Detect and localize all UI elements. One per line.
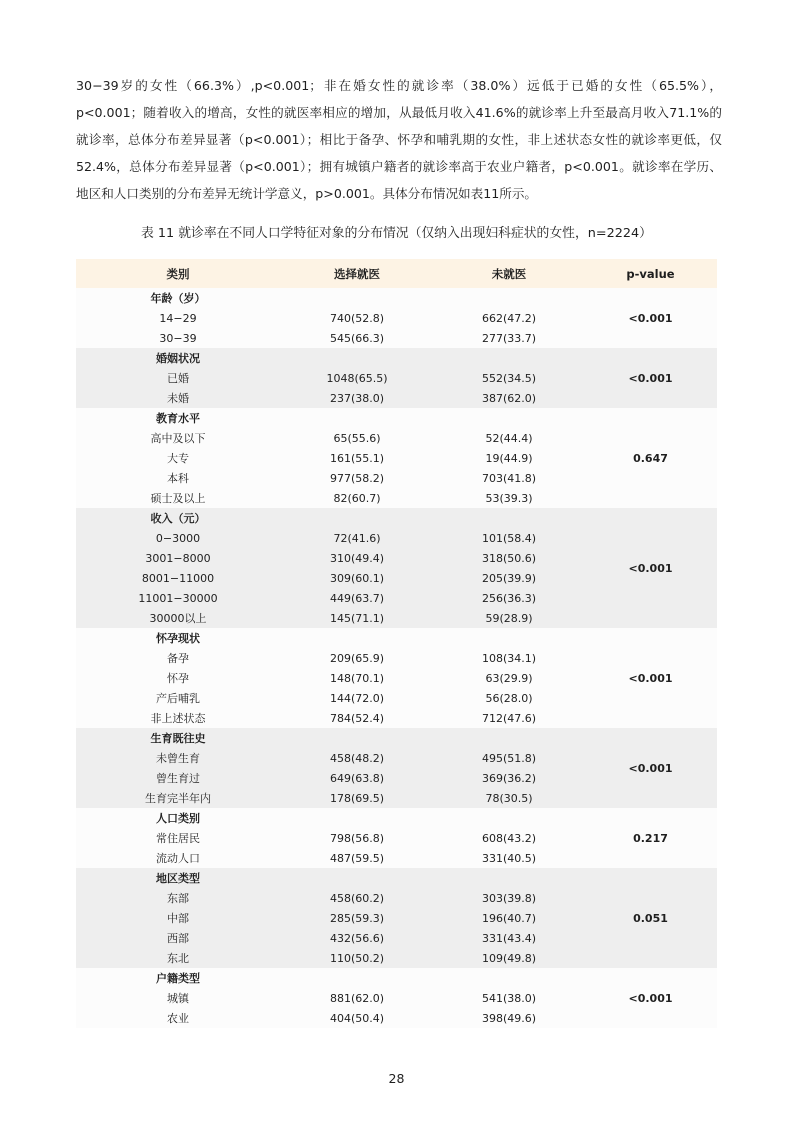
group-title: 婚姻状况 <box>76 348 280 368</box>
empty-cell <box>280 808 434 828</box>
header-no-care: 未就医 <box>434 259 584 288</box>
row-label: 非上述状态 <box>76 708 280 728</box>
group-title: 地区类型 <box>76 868 280 888</box>
row-label: 西部 <box>76 928 280 948</box>
sought-care-value: 161(55.1) <box>280 448 434 468</box>
no-care-value: 662(47.2) <box>434 308 584 328</box>
group-title: 教育水平 <box>76 408 280 428</box>
group-header-row <box>76 508 717 528</box>
no-care-value: 63(29.9) <box>434 668 584 688</box>
sought-care-value: 545(66.3) <box>280 328 434 348</box>
header-p-value: p-value <box>584 259 717 288</box>
empty-cell <box>280 868 434 888</box>
sought-care-value: 449(63.7) <box>280 588 434 608</box>
sought-care-value: 82(60.7) <box>280 488 434 508</box>
sought-care-value: 798(56.8) <box>280 828 434 848</box>
group-header-row <box>76 728 717 748</box>
no-care-value: 703(41.8) <box>434 468 584 488</box>
empty-cell <box>434 968 584 988</box>
empty-cell <box>280 408 434 428</box>
no-care-value: 19(44.9) <box>434 448 584 468</box>
row-label: 怀孕 <box>76 668 280 688</box>
row-label: 生育完半年内 <box>76 788 280 808</box>
sought-care-value: 148(70.1) <box>280 668 434 688</box>
sought-care-value: 881(62.0) <box>280 988 434 1008</box>
no-care-value: 495(51.8) <box>434 748 584 768</box>
no-care-value: 398(49.6) <box>434 1008 584 1028</box>
sought-care-value: 784(52.4) <box>280 708 434 728</box>
row-label: 东部 <box>76 888 280 908</box>
sought-care-value: 977(58.2) <box>280 468 434 488</box>
row-label: 高中及以下 <box>76 428 280 448</box>
group-header-row <box>76 348 717 368</box>
empty-cell <box>434 408 584 428</box>
table-caption: 表 11 就诊率在不同人口学特征对象的分布情况（仅纳入出现妇科症状的女性，n=2224） <box>141 226 652 241</box>
no-care-value: 56(28.0) <box>434 688 584 708</box>
distribution-table <box>76 259 717 1028</box>
empty-cell <box>434 868 584 888</box>
body-paragraph: 30−39岁的女性（66.3%）,p<0.001；非在婚女性的就诊率（38.0%）远低于已婚的女性（65.5%），p<0.001；随着收入的增高，女性的就医率相应的增加，从最低月收入41.6%的就诊率上升至最高月收入71.1%的就诊率，总体分布差异显著（p<0.001）；相比于备孕、怀孕和哺乳期的女性，非上述状态女性的就诊率更低，仅52.4%，总体分布差异显著（p<0.001）；拥有城镇户籍者的就诊率高于农业户籍者，p<0.001。就诊率在学历、地区和人口类别的分布差异无统计学意义，p>0.001。具体分布情况如表11所示。 <box>76 78 722 201</box>
no-care-value: 712(47.6) <box>434 708 584 728</box>
no-care-value: 541(38.0) <box>434 988 584 1008</box>
group-header-row <box>76 808 717 828</box>
p-value-cell: <0.001 <box>584 728 717 808</box>
group-title: 生育既往史 <box>76 728 280 748</box>
empty-cell <box>434 288 584 308</box>
row-label: 农业 <box>76 1008 280 1028</box>
p-value-cell: 0.647 <box>584 408 717 508</box>
row-label: 大专 <box>76 448 280 468</box>
header-category: 类别 <box>76 259 280 288</box>
group-header-row <box>76 868 717 888</box>
no-care-value: 78(30.5) <box>434 788 584 808</box>
group-title: 怀孕现状 <box>76 628 280 648</box>
row-label: 城镇 <box>76 988 280 1008</box>
group-header-row <box>76 288 717 308</box>
group-title: 年龄（岁） <box>76 288 280 308</box>
sought-care-value: 237(38.0) <box>280 388 434 408</box>
sought-care-value: 110(50.2) <box>280 948 434 968</box>
table-header-row <box>76 259 717 288</box>
row-label: 30−39 <box>76 328 280 348</box>
row-label: 11001−30000 <box>76 588 280 608</box>
row-label: 中部 <box>76 908 280 928</box>
sought-care-value: 432(56.6) <box>280 928 434 948</box>
no-care-value: 387(62.0) <box>434 388 584 408</box>
row-label: 30000以上 <box>76 608 280 628</box>
sought-care-value: 309(60.1) <box>280 568 434 588</box>
sought-care-value: 649(63.8) <box>280 768 434 788</box>
header-sought-care: 选择就医 <box>280 259 434 288</box>
p-value-cell: <0.001 <box>584 348 717 408</box>
no-care-value: 109(49.8) <box>434 948 584 968</box>
group-title: 户籍类型 <box>76 968 280 988</box>
no-care-value: 52(44.4) <box>434 428 584 448</box>
page-number: 28 <box>388 1071 405 1086</box>
empty-cell <box>280 728 434 748</box>
no-care-value: 331(40.5) <box>434 848 584 868</box>
row-label: 流动人口 <box>76 848 280 868</box>
empty-cell <box>434 808 584 828</box>
no-care-value: 277(33.7) <box>434 328 584 348</box>
no-care-value: 101(58.4) <box>434 528 584 548</box>
row-label: 已婚 <box>76 368 280 388</box>
row-label: 本科 <box>76 468 280 488</box>
row-label: 14−29 <box>76 308 280 328</box>
empty-cell <box>280 968 434 988</box>
no-care-value: 369(36.2) <box>434 768 584 788</box>
group-header-row <box>76 968 717 988</box>
row-label: 常住居民 <box>76 828 280 848</box>
no-care-value: 205(39.9) <box>434 568 584 588</box>
no-care-value: 196(40.7) <box>434 908 584 928</box>
sought-care-value: 285(59.3) <box>280 908 434 928</box>
empty-cell <box>434 348 584 368</box>
group-title: 收入（元） <box>76 508 280 528</box>
empty-cell <box>280 348 434 368</box>
sought-care-value: 404(50.4) <box>280 1008 434 1028</box>
p-value-cell: 0.051 <box>584 868 717 968</box>
empty-cell <box>280 508 434 528</box>
row-label: 曾生育过 <box>76 768 280 788</box>
sought-care-value: 458(48.2) <box>280 748 434 768</box>
sought-care-value: 178(69.5) <box>280 788 434 808</box>
sought-care-value: 487(59.5) <box>280 848 434 868</box>
sought-care-value: 209(65.9) <box>280 648 434 668</box>
row-label: 0−3000 <box>76 528 280 548</box>
sought-care-value: 65(55.6) <box>280 428 434 448</box>
sought-care-value: 144(72.0) <box>280 688 434 708</box>
empty-cell <box>434 628 584 648</box>
empty-cell <box>280 288 434 308</box>
group-header-row <box>76 628 717 648</box>
empty-cell <box>280 628 434 648</box>
row-label: 未婚 <box>76 388 280 408</box>
group-title: 人口类别 <box>76 808 280 828</box>
row-label: 硕士及以上 <box>76 488 280 508</box>
no-care-value: 256(36.3) <box>434 588 584 608</box>
row-label: 8001−11000 <box>76 568 280 588</box>
row-label: 未曾生育 <box>76 748 280 768</box>
sought-care-value: 310(49.4) <box>280 548 434 568</box>
no-care-value: 303(39.8) <box>434 888 584 908</box>
no-care-value: 108(34.1) <box>434 648 584 668</box>
row-label: 3001−8000 <box>76 548 280 568</box>
no-care-value: 59(28.9) <box>434 608 584 628</box>
sought-care-value: 740(52.8) <box>280 308 434 328</box>
p-value-cell: <0.001 <box>584 628 717 728</box>
row-label: 东北 <box>76 948 280 968</box>
sought-care-value: 145(71.1) <box>280 608 434 628</box>
empty-cell <box>434 728 584 748</box>
row-label: 备孕 <box>76 648 280 668</box>
sought-care-value: 72(41.6) <box>280 528 434 548</box>
group-header-row <box>76 408 717 428</box>
sought-care-value: 458(60.2) <box>280 888 434 908</box>
p-value-cell: <0.001 <box>584 508 717 628</box>
p-value-cell: <0.001 <box>584 968 717 1028</box>
no-care-value: 53(39.3) <box>434 488 584 508</box>
no-care-value: 331(43.4) <box>434 928 584 948</box>
row-label: 产后哺乳 <box>76 688 280 708</box>
no-care-value: 608(43.2) <box>434 828 584 848</box>
no-care-value: 318(50.6) <box>434 548 584 568</box>
no-care-value: 552(34.5) <box>434 368 584 388</box>
p-value-cell: 0.217 <box>584 808 717 868</box>
p-value-cell: <0.001 <box>584 288 717 348</box>
sought-care-value: 1048(65.5) <box>280 368 434 388</box>
empty-cell <box>434 508 584 528</box>
